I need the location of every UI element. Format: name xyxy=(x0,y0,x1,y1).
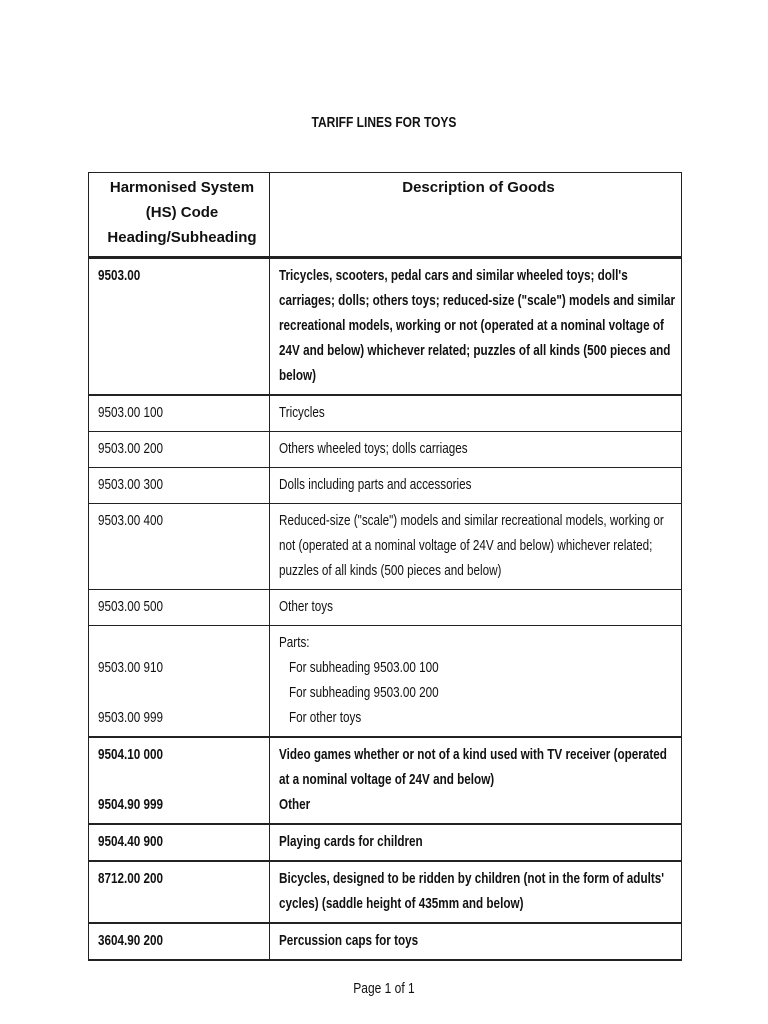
description-cell: Tricycles, scooters, pedal cars and similar wheeled toys; doll's carriages; dolls; others toys; reduced-size ("scale") models and similar recreational models, working or not (operated at a nominal voltage of 24V and below) whichever related; puzzles of all kinds (500 pieces and below) xyxy=(270,258,682,396)
table-row xyxy=(89,737,682,824)
hs-code-cell: 9503.00 500 xyxy=(89,590,270,626)
parts-item: For subheading 9503.00 200 xyxy=(289,684,439,701)
description-cell: Reduced-size ("scale") models and similar recreational models, working or not (operated at a nominal voltage of 24V and below) whichever related; puzzles of all kinds (500 pieces and below) xyxy=(270,504,682,590)
table-row xyxy=(89,861,682,923)
description-cell: Other toys xyxy=(270,590,682,626)
table-row xyxy=(89,468,682,504)
document-title: TARIFF LINES FOR TOYS xyxy=(311,114,457,131)
hs-code-cell: 9503.00 400 xyxy=(89,504,270,590)
page-number: Page 1 of 1 xyxy=(353,980,415,997)
hs-code-cell: 9503.00 300 xyxy=(89,468,270,504)
hs-code-cell: 9503.00 100 xyxy=(89,395,270,432)
hs-code-cell: 8712.00 200 xyxy=(89,861,270,923)
tariff-table xyxy=(88,172,682,961)
description-cell: Video games whether or not of a kind used with TV receiver (operated at a nominal voltage of 24V and below) Other xyxy=(270,737,682,824)
table-row xyxy=(89,824,682,861)
table-row xyxy=(89,590,682,626)
hs-code-cell: 9503.00 200 xyxy=(89,432,270,468)
description-cell: Others wheeled toys; dolls carriages xyxy=(270,432,682,468)
table-row xyxy=(89,504,682,590)
description-cell: Bicycles, designed to be ridden by children (not in the form of adults' cycles) (saddle height of 435mm and below) xyxy=(270,861,682,923)
hs-code-cell: 9504.40 900 xyxy=(89,824,270,861)
hs-code-cell: 9503.00 910 9503.00 999 xyxy=(89,626,270,738)
table-row xyxy=(89,395,682,432)
table-row xyxy=(89,432,682,468)
description-cell: Tricycles xyxy=(270,395,682,432)
table-row xyxy=(89,258,682,396)
parts-item: For other toys xyxy=(289,709,362,726)
table-row xyxy=(89,923,682,960)
table-header-row xyxy=(89,173,682,258)
parts-item: For subheading 9503.00 100 xyxy=(289,659,439,676)
hs-code-cell: 9504.10 000 9504.90 999 xyxy=(89,737,270,824)
description-cell: Percussion caps for toys xyxy=(270,923,682,960)
description-cell xyxy=(270,626,682,738)
description-cell: Dolls including parts and accessories xyxy=(270,468,682,504)
hs-code-cell: 9503.00 xyxy=(89,258,270,396)
header-description: Description of Goods xyxy=(270,173,682,258)
header-hs-code: Harmonised System (HS) Code Heading/Subheading xyxy=(89,173,270,258)
description-cell: Playing cards for children xyxy=(270,824,682,861)
table-row xyxy=(89,626,682,738)
hs-code-cell: 3604.90 200 xyxy=(89,923,270,960)
parts-label: Parts: xyxy=(279,634,310,651)
